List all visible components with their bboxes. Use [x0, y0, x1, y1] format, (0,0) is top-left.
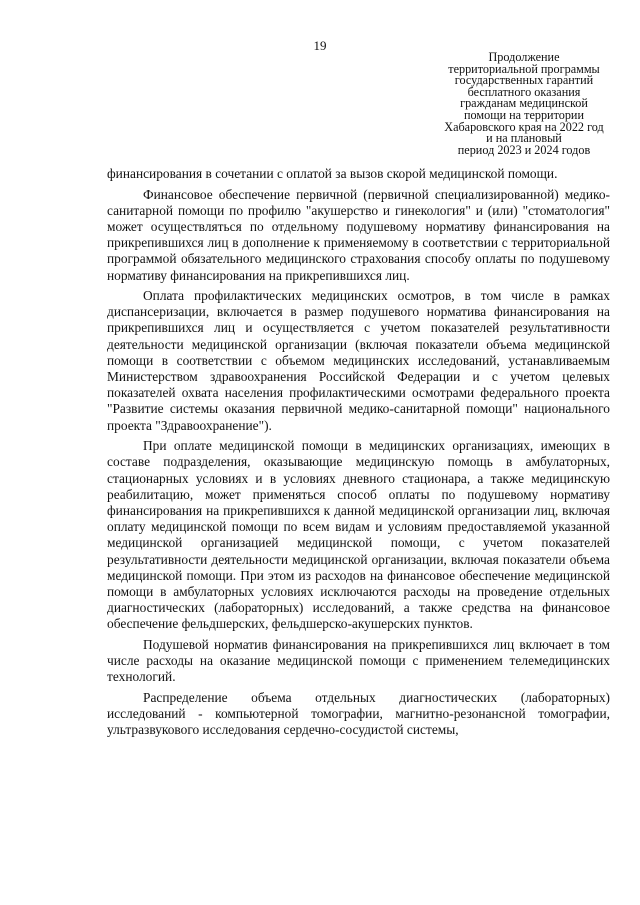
paragraph: Финансовое обеспечение первичной (первичной специализированной) медико-санитарной помощи по профилю "акушерство и гинекология" и (или) "стоматология" может осуществляться по отдельному подушевому нормативу финансирования на прикрепившихся лиц в дополнение к применяемому в соответствии с территориальной программой обязательного медицинского страхования способу оплаты по подушевому нормативу финансирования на прикрепившихся лиц.	[107, 186, 610, 283]
paragraph-continuation: финансирования в сочетании с оплатой за вызов скорой медицинской помощи.	[107, 166, 558, 181]
header-line: и на плановый	[486, 131, 562, 146]
paragraph: Распределение объема отдельных диагностических (лабораторных) исследований - компьютерной томографии, магнитно-резонансной томографии, ультразвукового исследования сердечно-сосудистой системы,	[107, 689, 610, 738]
page-number: 19	[313, 38, 327, 53]
header-line: Продолжение	[488, 50, 560, 64]
paragraph: При оплате медицинской помощи в медицинских организациях, имеющих в составе подразделения, оказывающие медицинскую помощь в амбулаторных, стационарных условиях и в условиях дневного стационара, а также медицинскую реабилитацию, может применяться способ оплаты по подушевому нормативу финансирования на прикрепившихся к данной медицинской организации лиц, включая оплату медицинской помощи по всем видам и условиям предоставляемой указанной медицинской организацией медицинской помощи, с учетом показателей результативности деятельности медицинской организации, включая показатели объема медицинской помощи. При этом из расходов на финансовое обеспечение медицинской помощи в амбулаторных условиях исключаются расходы на проведение отдельных диагностических (лабораторных) исследований, а также средства на финансовое обеспечение фельдшерских, фельдшерско-акушерских пунктов.	[107, 438, 610, 632]
header-line: государственных гарантий	[454, 73, 594, 88]
document-body	[107, 166, 610, 743]
header-line: период 2023 и 2024 годов	[457, 142, 591, 157]
paragraph: Оплата профилактических медицинских осмотров, в том числе в рамках диспансеризации, включается в размер подушевого норматива финансирования на прикрепившихся лиц и осуществляется с учетом показателей результативности деятельности медицинской организации (включая показатели объема медицинской помощи в соответствии с объемом медицинских исследований, устанавливаемым Министерством здравоохранения Российской Федерации и с учетом целевых показателей охвата населения профилактическими осмотрами федерального проекта "Развитие системы оказания первичной медико-санитарной помощи" национального проекта "Здравоохранение").	[107, 288, 610, 433]
header-line: гражданам медицинской	[460, 96, 588, 111]
header-line: помощи на территории	[464, 107, 584, 122]
header-line: территориальной программы	[448, 61, 600, 76]
header-line: Хабаровского края на 2022 год	[444, 119, 604, 134]
paragraph: Подушевой норматив финансирования на прикрепившихся лиц включает в том числе расходы на оказание медицинской помощи с применением телемедицинских технологий.	[107, 636, 610, 685]
document-header	[426, 52, 622, 156]
header-line: бесплатного оказания	[467, 84, 581, 99]
